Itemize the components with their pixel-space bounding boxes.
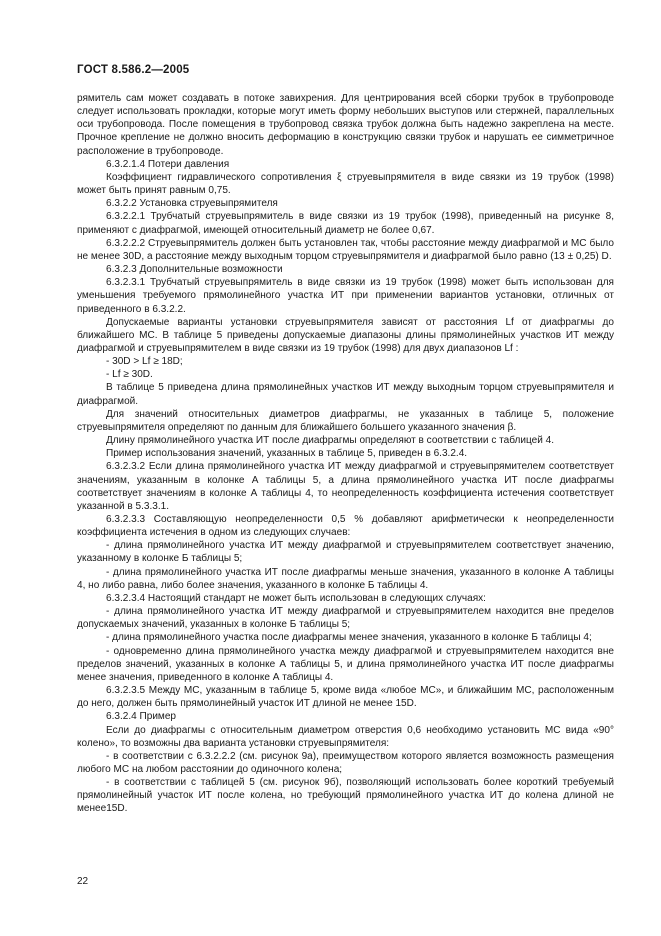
paragraph: 6.3.2.2.2 Струевыпрямитель должен быть установлен так, чтобы расстояние между диафрагмой и МС было не менее 30D, а расстояние между выходным торцом струевыпрямителя и диафрагмой было равно (13 ± 0,25) D.	[77, 237, 614, 262]
paragraph: Если до диафрагмы с относительным диаметром отверстия 0,6 необходимо установить МС вида «90° колено», то возможны два варианта установки струевыпрямителя:	[77, 724, 614, 749]
document-body	[77, 92, 614, 816]
paragraph: - Lf ≥ 30D.	[106, 369, 153, 381]
paragraph: - длина прямолинейного участка ИТ между диафрагмой и струевыпрямителем находится вне пределов допускаемых значений, указанных в колонке Б таблицы 5;	[77, 606, 614, 631]
document-header: ГОСТ 8.586.2—2005	[77, 64, 190, 76]
paragraph: Коэффициент гидравлического сопротивления ξ струевыпрямителя в виде связки из 19 трубок (1998) может быть принят равным 0,75.	[77, 171, 614, 197]
paragraph: 6.3.2.3.1 Трубчатый струевыпрямитель в виде связки из 19 трубок (1998) может быть использован для уменьшения требуемого прямолинейного участка ИТ при применении вариантов установки, отличных от приведенного в 6.3.2.2.	[77, 277, 614, 315]
paragraph: - в соответствии с 6.3.2.2.2 (см. рисунок 9а), преимуществом которого является возможность размещения любого МС на любом расстоянии до одиночного колена;	[77, 750, 614, 775]
page-number: 22	[77, 876, 89, 887]
paragraph: Для значений относительных диаметров диафрагмы, не указанных в таблице 5, положение струевыпрямителя определяют по данным для ближайшего большего указанного значения β.	[77, 408, 614, 433]
paragraph: Длину прямолинейного участка ИТ после диафрагмы определяют в соответствии с таблицей 4.	[106, 435, 555, 447]
paragraph: 6.3.2.3.5 Между МС, указанным в таблице 5, кроме вида «любое МС», и ближайшим МС, расположенным до него, должен быть прямолинейный участок ИТ длиной не менее 15D.	[77, 685, 614, 710]
paragraph: - длина прямолинейного участка ИТ между диафрагмой и струевыпрямителем соответствует значению, указанному в колонке Б таблицы 5;	[77, 540, 614, 565]
paragraph: рямитель сам может создавать в потоке завихрения. Для центрирования всей сборки трубок в трубопроводе следует использовать прокладки, которые могут иметь форму небольших выступов или стержней, параллельных оси трубопровода. После помещения в трубопровод связка трубок должна быть надежно закреплена на месте. Прочное крепление не должно вносить деформацию в конструкцию связки трубок и нарушать ее симметричное расположение в трубопроводе.	[77, 93, 614, 157]
paragraph: 6.3.2.2.1 Трубчатый струевыпрямитель в виде связки из 19 трубок (1998), приведенный на рисунке 8, применяют с диафрагмой, имеющей относительный диаметр не более 0,67.	[77, 211, 614, 236]
paragraph: Пример использования значений, указанных в таблице 5, приведен в 6.3.2.4.	[106, 448, 468, 460]
paragraph: - в соответствии с таблицей 5 (см. рисунок 9б), позволяющий использовать более короткий требуемый прямолинейный участок ИТ после колена, но требующий прямолинейного участка ИТ до колена длиной не менее15D.	[77, 777, 614, 815]
paragraph: Допускаемые варианты установки струевыпрямителя зависят от расстояния Lf от диафрагмы до ближайшего МС. В таблице 5 приведены допускаемые диапазоны длины прямолинейных участков ИТ между диафрагмой и струевыпрямителем в виде связки из 19 трубок (1998) для двух диапазонов Lf :	[77, 316, 614, 354]
paragraph: - длина прямолинейного участка ИТ после диафрагмы меньше значения, указанного в колонке А таблицы 4, но либо равна, либо более значения, указанного в колонке Б таблицы 4.	[77, 566, 614, 591]
paragraph: - одновременно длина прямолинейного участка между диафрагмой и струевыпрямителем находится вне пределов значений, указанных в колонке А таблицы 5, и длина прямолинейного участка ИТ после диафрагмы менее значения, приведенного в колонке А таблицы 4.	[77, 645, 614, 683]
paragraph: - длина прямолинейного участка после диафрагмы менее значения, указанного в колонке Б таблицы 4;	[106, 632, 592, 644]
paragraph: 6.3.2.2 Установка струевыпрямителя	[106, 198, 278, 210]
paragraph: 6.3.2.1.4 Потери давления	[106, 158, 230, 170]
paragraph: 6.3.2.3.3 Составляющую неопределенности 0,5 % добавляют арифметически к неопределенности коэффициента истечения в одном из следующих случаев:	[77, 514, 614, 539]
paragraph: 6.3.2.3.4 Настоящий стандарт не может быть использован в следующих случаях:	[106, 592, 486, 604]
paragraph: 6.3.2.4 Пример	[106, 711, 177, 723]
paragraph: 6.3.2.3.2 Если длина прямолинейного участка ИТ между диафрагмой и струевыпрямителем соответствует значениям, указанным в колонке А таблицы 5, а длина прямолинейного участка ИТ после диафрагмы соответствует значениям в колонке А таблицы 4, то неопределенность коэффициента истечения соответствует указанной в 5.3.3.1.	[77, 461, 614, 512]
paragraph: В таблице 5 приведена длина прямолинейных участков ИТ между выходным торцом струевыпрямителя и диафрагмой.	[77, 382, 614, 407]
paragraph: - 30D > Lf ≥ 18D;	[106, 356, 183, 368]
paragraph: 6.3.2.3 Дополнительные возможности	[106, 264, 283, 276]
